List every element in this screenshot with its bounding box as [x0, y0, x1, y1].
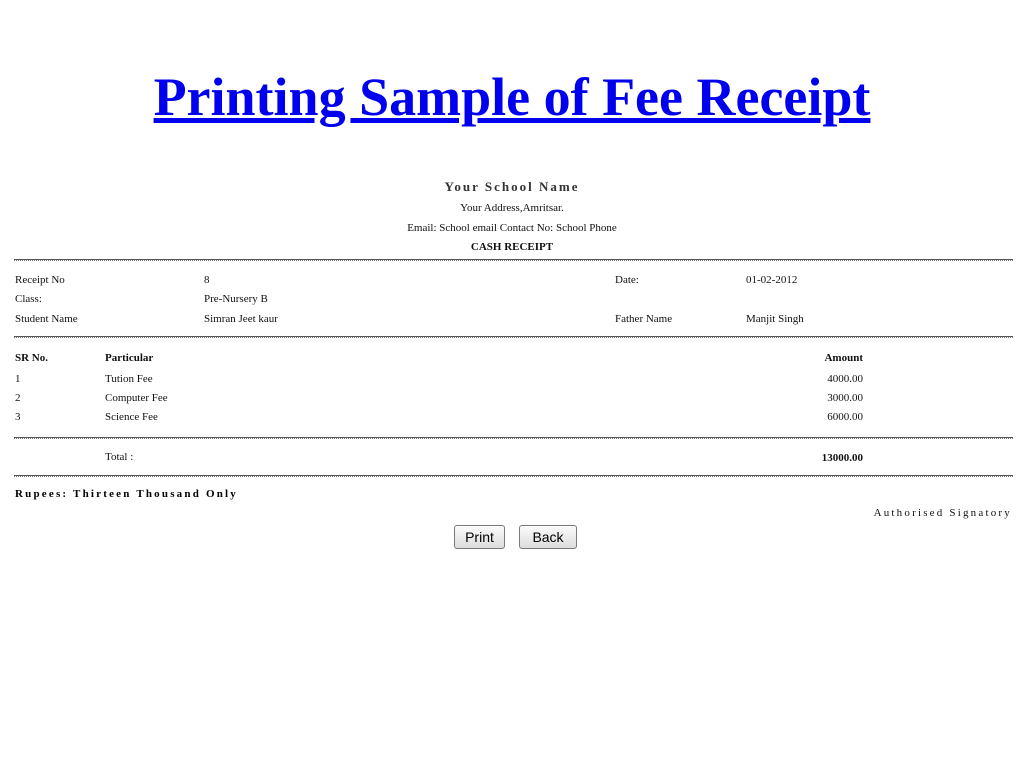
- fee-row-sr: 3: [15, 411, 21, 423]
- fee-row-amount: 4000.00: [827, 373, 863, 385]
- receipt-no-label: Receipt No: [15, 274, 65, 286]
- divider: [14, 437, 1013, 439]
- school-contact: Email: School email Contact No: School Phone: [407, 222, 617, 234]
- authorised-signatory: Authorised Signatory: [873, 507, 1012, 519]
- fee-row-amount: 6000.00: [827, 411, 863, 423]
- receipt-no-value: 8: [204, 274, 210, 286]
- school-address: Your Address,Amritsar.: [460, 202, 564, 214]
- receipt-heading: CASH RECEIPT: [470, 241, 554, 253]
- fee-row-sr: 1: [15, 373, 21, 385]
- school-name: Your School Name: [444, 179, 580, 194]
- amount-header: Amount: [824, 352, 863, 364]
- divider: [14, 336, 1013, 338]
- student-name-label: Student Name: [15, 313, 78, 325]
- fee-row-particular: Tution Fee: [105, 373, 153, 385]
- class-label: Class:: [15, 293, 42, 305]
- student-name-value: Simran Jeet kaur: [204, 313, 278, 325]
- particular-header: Particular: [105, 352, 154, 364]
- class-value: Pre-Nursery B: [204, 293, 268, 305]
- total-label: Total :: [105, 451, 134, 463]
- back-button[interactable]: Back: [519, 525, 577, 549]
- divider: [14, 259, 1013, 261]
- fee-row-amount: 3000.00: [827, 392, 863, 404]
- fee-row-sr: 2: [15, 392, 21, 404]
- total-amount: 13000.00: [821, 452, 863, 464]
- date-label: Date:: [615, 274, 639, 286]
- fee-row-particular: Science Fee: [105, 411, 158, 423]
- father-name-label: Father Name: [615, 313, 673, 325]
- father-name-value: Manjit Singh: [746, 313, 804, 325]
- slide-title: Printing Sample of Fee Receipt: [153, 67, 871, 127]
- sr-no-header: SR No.: [15, 352, 49, 364]
- print-button[interactable]: Print: [454, 525, 505, 549]
- amount-in-words: Rupees: Thirteen Thousand Only: [15, 488, 238, 500]
- divider: [14, 475, 1013, 477]
- date-value: 01-02-2012: [746, 274, 798, 286]
- fee-row-particular: Computer Fee: [105, 392, 168, 404]
